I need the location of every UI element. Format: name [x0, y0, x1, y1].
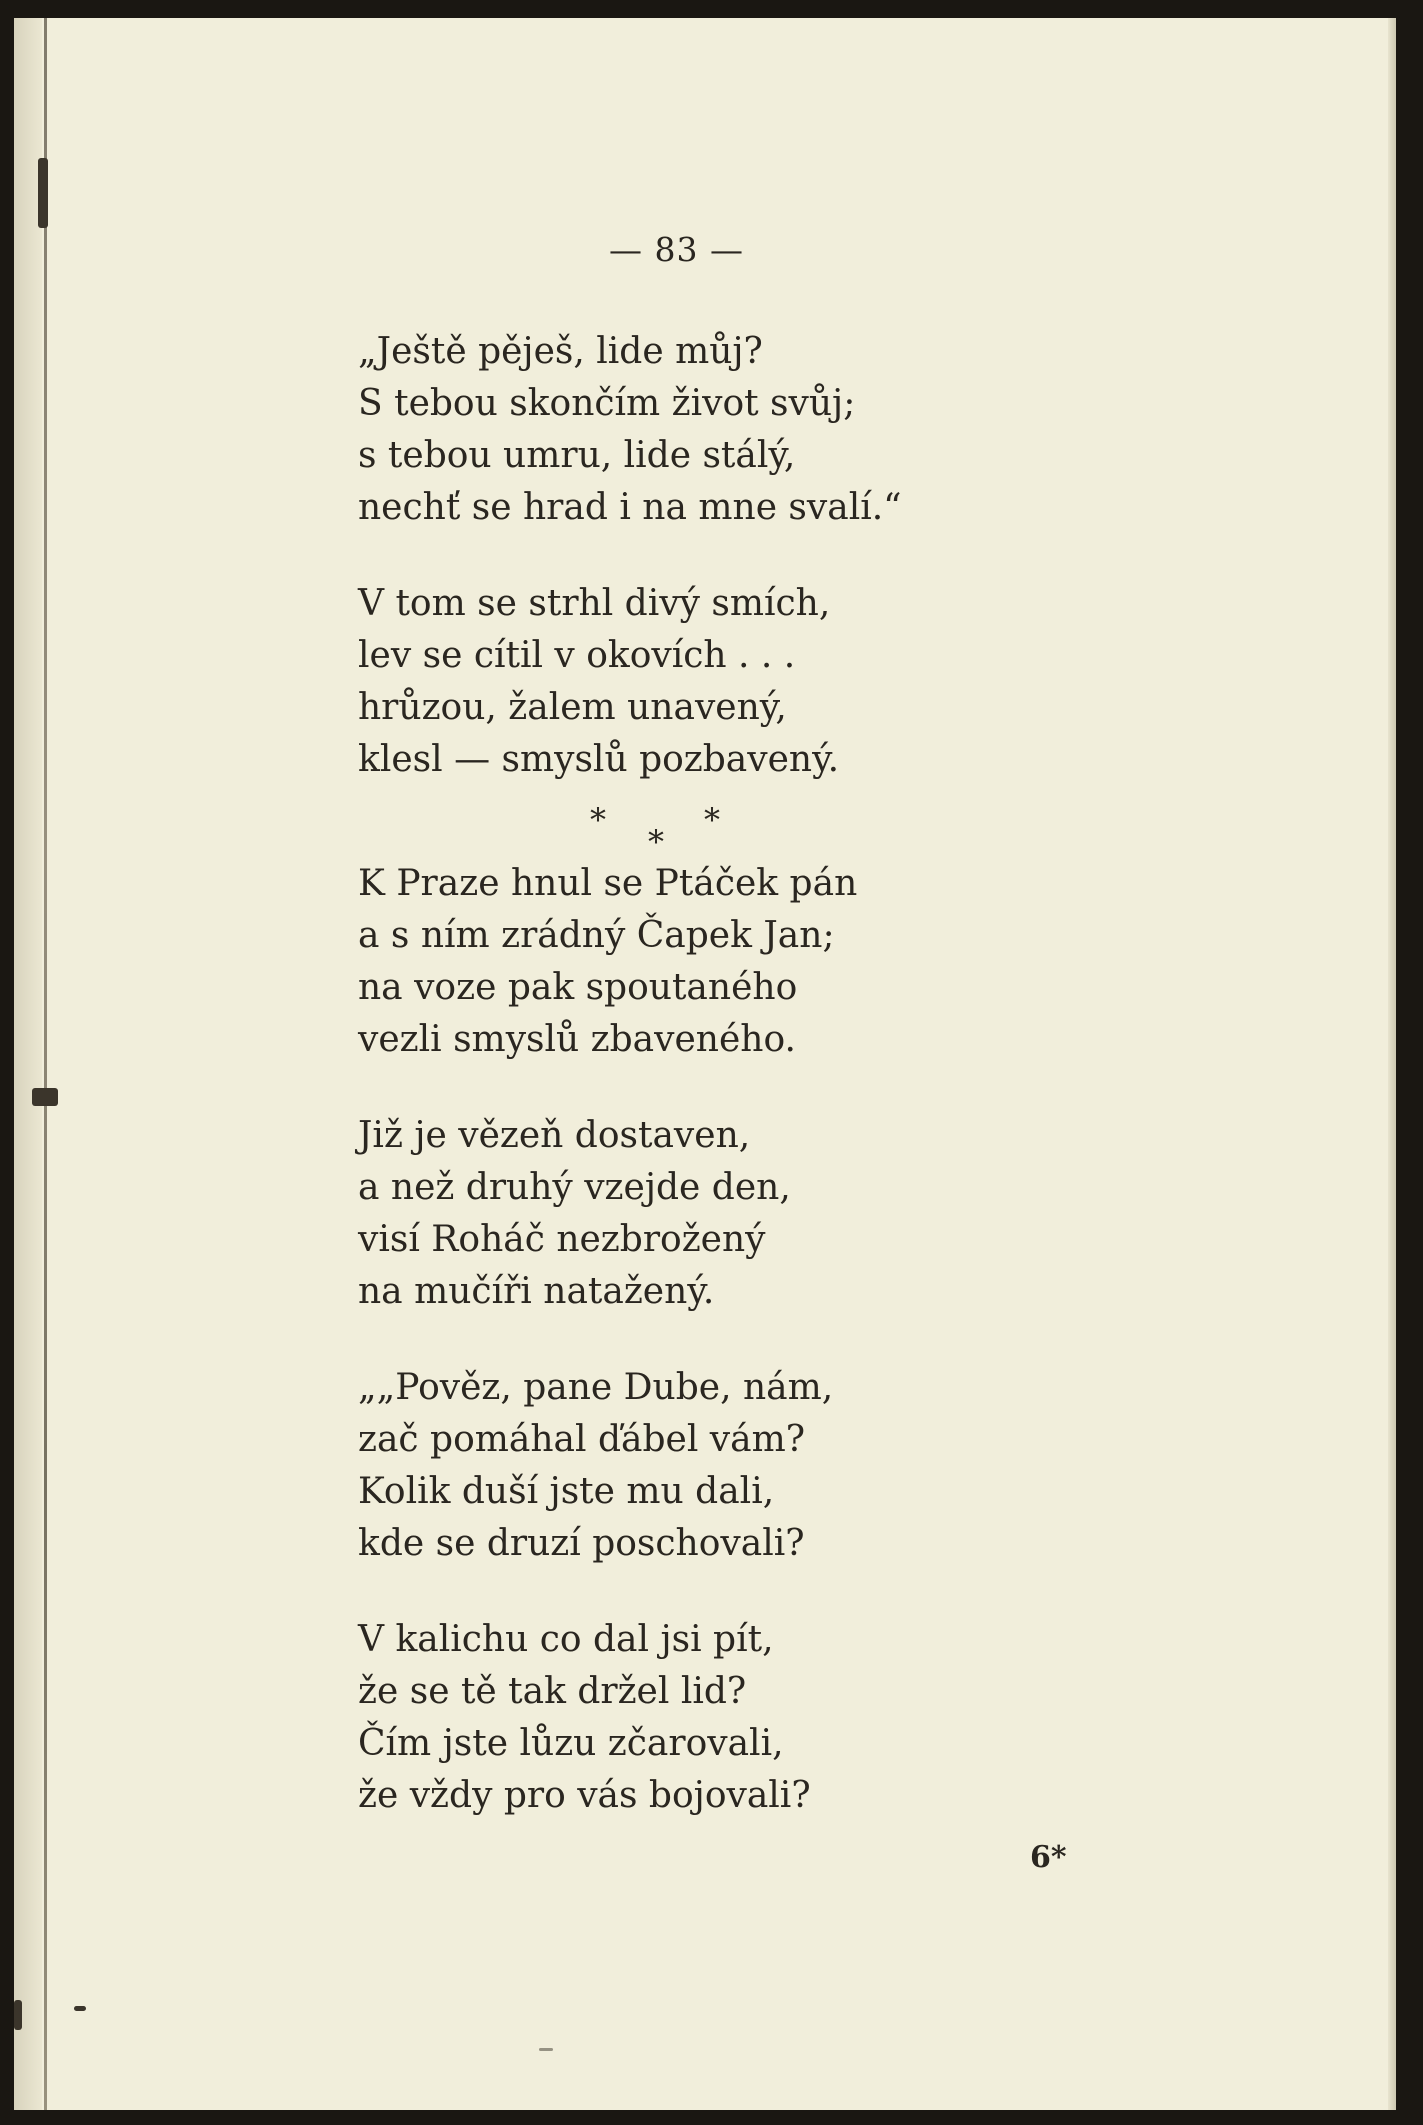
- stanza: [358, 1362, 1258, 1570]
- binding-mark: [32, 1088, 58, 1106]
- page-number: — 83 —: [609, 230, 744, 269]
- section-separator: [358, 794, 1258, 861]
- stanza: [358, 326, 1258, 534]
- verse-line: „Ještě pěješ, lide můj?: [358, 331, 763, 372]
- verse-line: na voze pak spoutaného: [358, 967, 798, 1008]
- verse-line: visí Roháč nezbrožený: [358, 1219, 766, 1260]
- verse-line: hrůzou, žalem unavený,: [358, 687, 787, 728]
- verse-line: klesl — smyslů pozbavený.: [358, 739, 840, 780]
- verse-line: nechť se hrad i na mne svalí.“: [358, 487, 902, 528]
- binding-mark: [74, 2006, 86, 2011]
- verse-line: a s ním zrádný Čapek Jan;: [358, 915, 835, 956]
- separator-star: *: [648, 823, 664, 861]
- verse-line: lev se cítil v okovích . . .: [358, 635, 796, 676]
- stanza: [358, 858, 1258, 1066]
- signature-mark: 6*: [1030, 1840, 1067, 1875]
- verse-line: vezli smyslů zbaveného.: [358, 1019, 796, 1060]
- speck: [539, 2048, 553, 2051]
- verse-line: S tebou skončím život svůj;: [358, 383, 856, 424]
- verse-line: V kalichu co dal jsi pít,: [358, 1619, 774, 1660]
- verse-line: K Praze hnul se Ptáček pán: [358, 863, 858, 904]
- separator-star: *: [704, 801, 720, 839]
- verse-line: Již je vězeň dostaven,: [358, 1115, 751, 1156]
- verse-line: „„Pověz, pane Dube, nám,: [358, 1367, 834, 1408]
- binding-mark: [38, 158, 48, 228]
- binding-mark: [14, 2000, 22, 2030]
- gutter-shadow: [14, 18, 42, 2110]
- verse-line: že vždy pro vás bojovali?: [358, 1775, 811, 1816]
- separator-star: *: [590, 801, 606, 839]
- verse-line: zač pomáhal ďábel vám?: [358, 1419, 806, 1460]
- verse-line: V tom se strhl divý smích,: [358, 583, 831, 624]
- verse-line: na mučíři natažený.: [358, 1271, 715, 1312]
- verse-line: Kolik duší jste mu dali,: [358, 1471, 775, 1512]
- page-edge: [1388, 18, 1396, 2110]
- binding-edge: [44, 18, 47, 2110]
- stanza: [358, 1110, 1258, 1318]
- stanza: [358, 1614, 1258, 1822]
- verse-line: kde se druzí poschovali?: [358, 1523, 805, 1564]
- stanza: [358, 578, 1258, 786]
- verse-line: že se tě tak držel lid?: [358, 1671, 747, 1712]
- verse-line: Čím jste lůzu zčarovali,: [358, 1723, 784, 1764]
- poem: [358, 326, 1258, 1866]
- verse-line: a než druhý vzejde den,: [358, 1167, 791, 1208]
- verse-line: s tebou umru, lide stálý,: [358, 435, 796, 476]
- book-page: [14, 18, 1396, 2110]
